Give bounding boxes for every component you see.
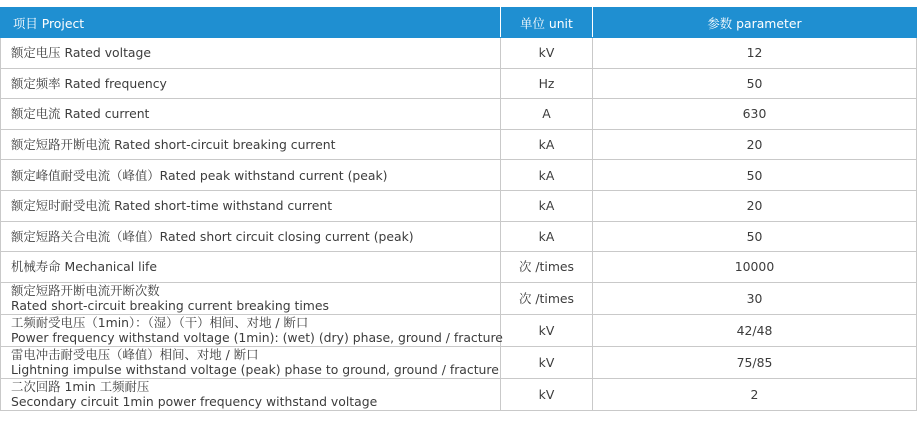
row-unit: 次 /times <box>501 282 593 314</box>
row-value: 20 <box>593 129 917 160</box>
row-label-cn: 雷电冲击耐受电压（峰值）相间、对地 / 断口 <box>11 347 259 363</box>
row-value: 75/85 <box>593 346 917 378</box>
row-label <box>1 378 501 410</box>
row-label: 额定峰值耐受电流（峰值）Rated peak withstand current (peak) <box>1 160 501 191</box>
table-row <box>1 314 917 346</box>
row-label <box>1 282 501 314</box>
specification-table <box>0 7 917 411</box>
row-label <box>1 346 501 378</box>
table-row <box>1 282 917 314</box>
header-project: 项目 Project <box>1 8 501 38</box>
row-label-en: Secondary circuit 1min power frequency withstand voltage <box>11 394 378 410</box>
table-row <box>1 68 917 99</box>
table-row <box>1 378 917 410</box>
row-label-cn: 额定短路开断电流开断次数 <box>11 283 160 299</box>
row-unit: kV <box>501 314 593 346</box>
row-value: 630 <box>593 99 917 130</box>
row-value: 50 <box>593 160 917 191</box>
header-unit: 单位 unit <box>501 8 593 38</box>
table-row <box>1 252 917 283</box>
header-parameter: 参数 parameter <box>593 8 917 38</box>
row-value: 42/48 <box>593 314 917 346</box>
row-unit: kV <box>501 378 593 410</box>
table-row <box>1 221 917 252</box>
row-label: 额定短路关合电流（峰值）Rated short circuit closing current (peak) <box>1 221 501 252</box>
row-value: 2 <box>593 378 917 410</box>
row-label-en: Power frequency withstand voltage (1min): (wet) (dry) phase, ground / fracture <box>11 330 503 346</box>
row-label-en: Lightning impulse withstand voltage (peak) phase to ground, ground / fracture <box>11 362 499 378</box>
row-label: 额定电压 Rated voltage <box>1 38 501 69</box>
row-label: 额定电流 Rated current <box>1 99 501 130</box>
row-unit: A <box>501 99 593 130</box>
row-label: 额定短路开断电流 Rated short-circuit breaking current <box>1 129 501 160</box>
row-unit: Hz <box>501 68 593 99</box>
table-header-row <box>1 8 917 38</box>
row-label-cn: 工频耐受电压（1min）：（湿）（干）相间、对地 / 断口 <box>11 315 309 331</box>
row-unit: kA <box>501 129 593 160</box>
table-row <box>1 346 917 378</box>
row-value: 10000 <box>593 252 917 283</box>
table-row <box>1 160 917 191</box>
row-unit: kA <box>501 190 593 221</box>
row-label: 机械寿命 Mechanical life <box>1 252 501 283</box>
table-row <box>1 129 917 160</box>
row-value: 12 <box>593 38 917 69</box>
row-unit: kA <box>501 221 593 252</box>
row-unit: 次 /times <box>501 252 593 283</box>
row-value: 50 <box>593 221 917 252</box>
row-label: 额定频率 Rated frequency <box>1 68 501 99</box>
table-row <box>1 190 917 221</box>
row-unit: kA <box>501 160 593 191</box>
table-row <box>1 99 917 130</box>
row-unit: kV <box>501 38 593 69</box>
row-label-en: Rated short-circuit breaking current breaking times <box>11 298 329 314</box>
row-value: 20 <box>593 190 917 221</box>
row-label-cn: 二次回路 1min 工频耐压 <box>11 379 150 395</box>
row-value: 50 <box>593 68 917 99</box>
row-label: 额定短时耐受电流 Rated short-time withstand current <box>1 190 501 221</box>
row-value: 30 <box>593 282 917 314</box>
row-label <box>1 314 501 346</box>
table-row <box>1 38 917 69</box>
row-unit: kV <box>501 346 593 378</box>
